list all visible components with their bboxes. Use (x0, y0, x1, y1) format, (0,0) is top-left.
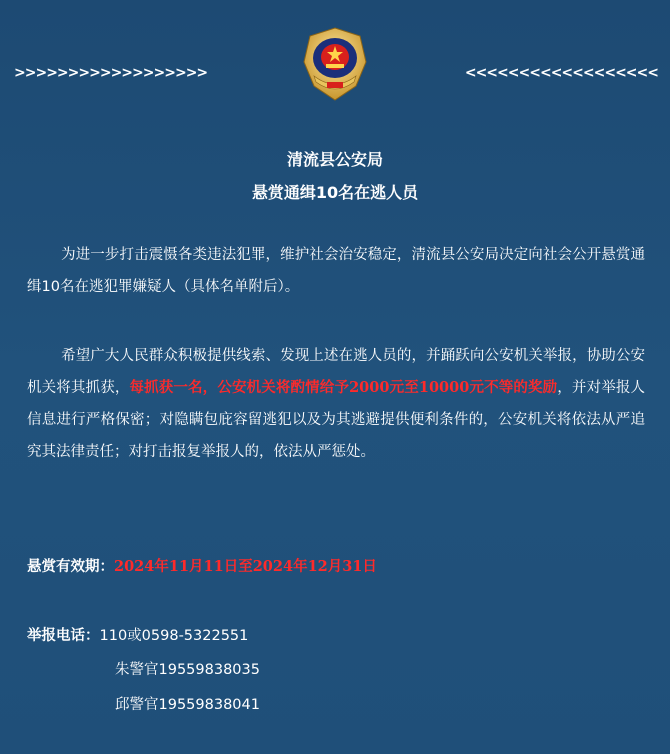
validity-value: 2024年11月11日至2024年12月31日 (114, 558, 377, 575)
left-arrows-decoration: >>>>>>>>>>>>>>>>>> (14, 65, 208, 81)
notice-main-title: 悬赏通缉10名在逃人员 (251, 183, 419, 202)
police-emblem-icon (300, 26, 370, 102)
appeal-paragraph (27, 340, 645, 468)
right-arrows-decoration: <<<<<<<<<<<<<<<<<< (464, 65, 658, 81)
notice-issuer-title: 清流县公安局 (286, 150, 383, 169)
validity-line (27, 556, 377, 578)
header-banner (0, 8, 670, 118)
appeal-text-part1: 希望广大人民群众积极提供线索、发现上述在逃人员的，并踊跃向公安机关举报，协助公安机关将其抓获， (27, 348, 645, 396)
intro-text: 为进一步打击震慑各类违法犯罪，维护社会治安稳定，清流县公安局决定向社会公开悬赏通缉10名在逃犯罪嫌疑人（具体名单附后）。 (27, 247, 645, 295)
phone-label: 举报电话： (27, 628, 100, 644)
phone-number: 110或0598-5322551 (99, 628, 249, 644)
phone-line (27, 625, 248, 647)
intro-paragraph (27, 239, 645, 303)
officer-zhu-contact: 朱警官19559838035 (115, 662, 260, 678)
officer-qiu-contact: 邱警官19559838041 (115, 697, 260, 713)
reward-highlight: 每抓获一名，公安机关将酌情给予2000元至10000元不等的奖励 (129, 379, 558, 396)
appeal-text-part2: ，并对举报人信息进行严格保密；对隐瞒包庇容留逃犯以及为其逃避提供便利条件的，公安机关将依法从严追究其法律责任；对打击报复举报人的，依法从严惩处。 (27, 380, 645, 460)
validity-label: 悬赏有效期： (27, 559, 114, 575)
